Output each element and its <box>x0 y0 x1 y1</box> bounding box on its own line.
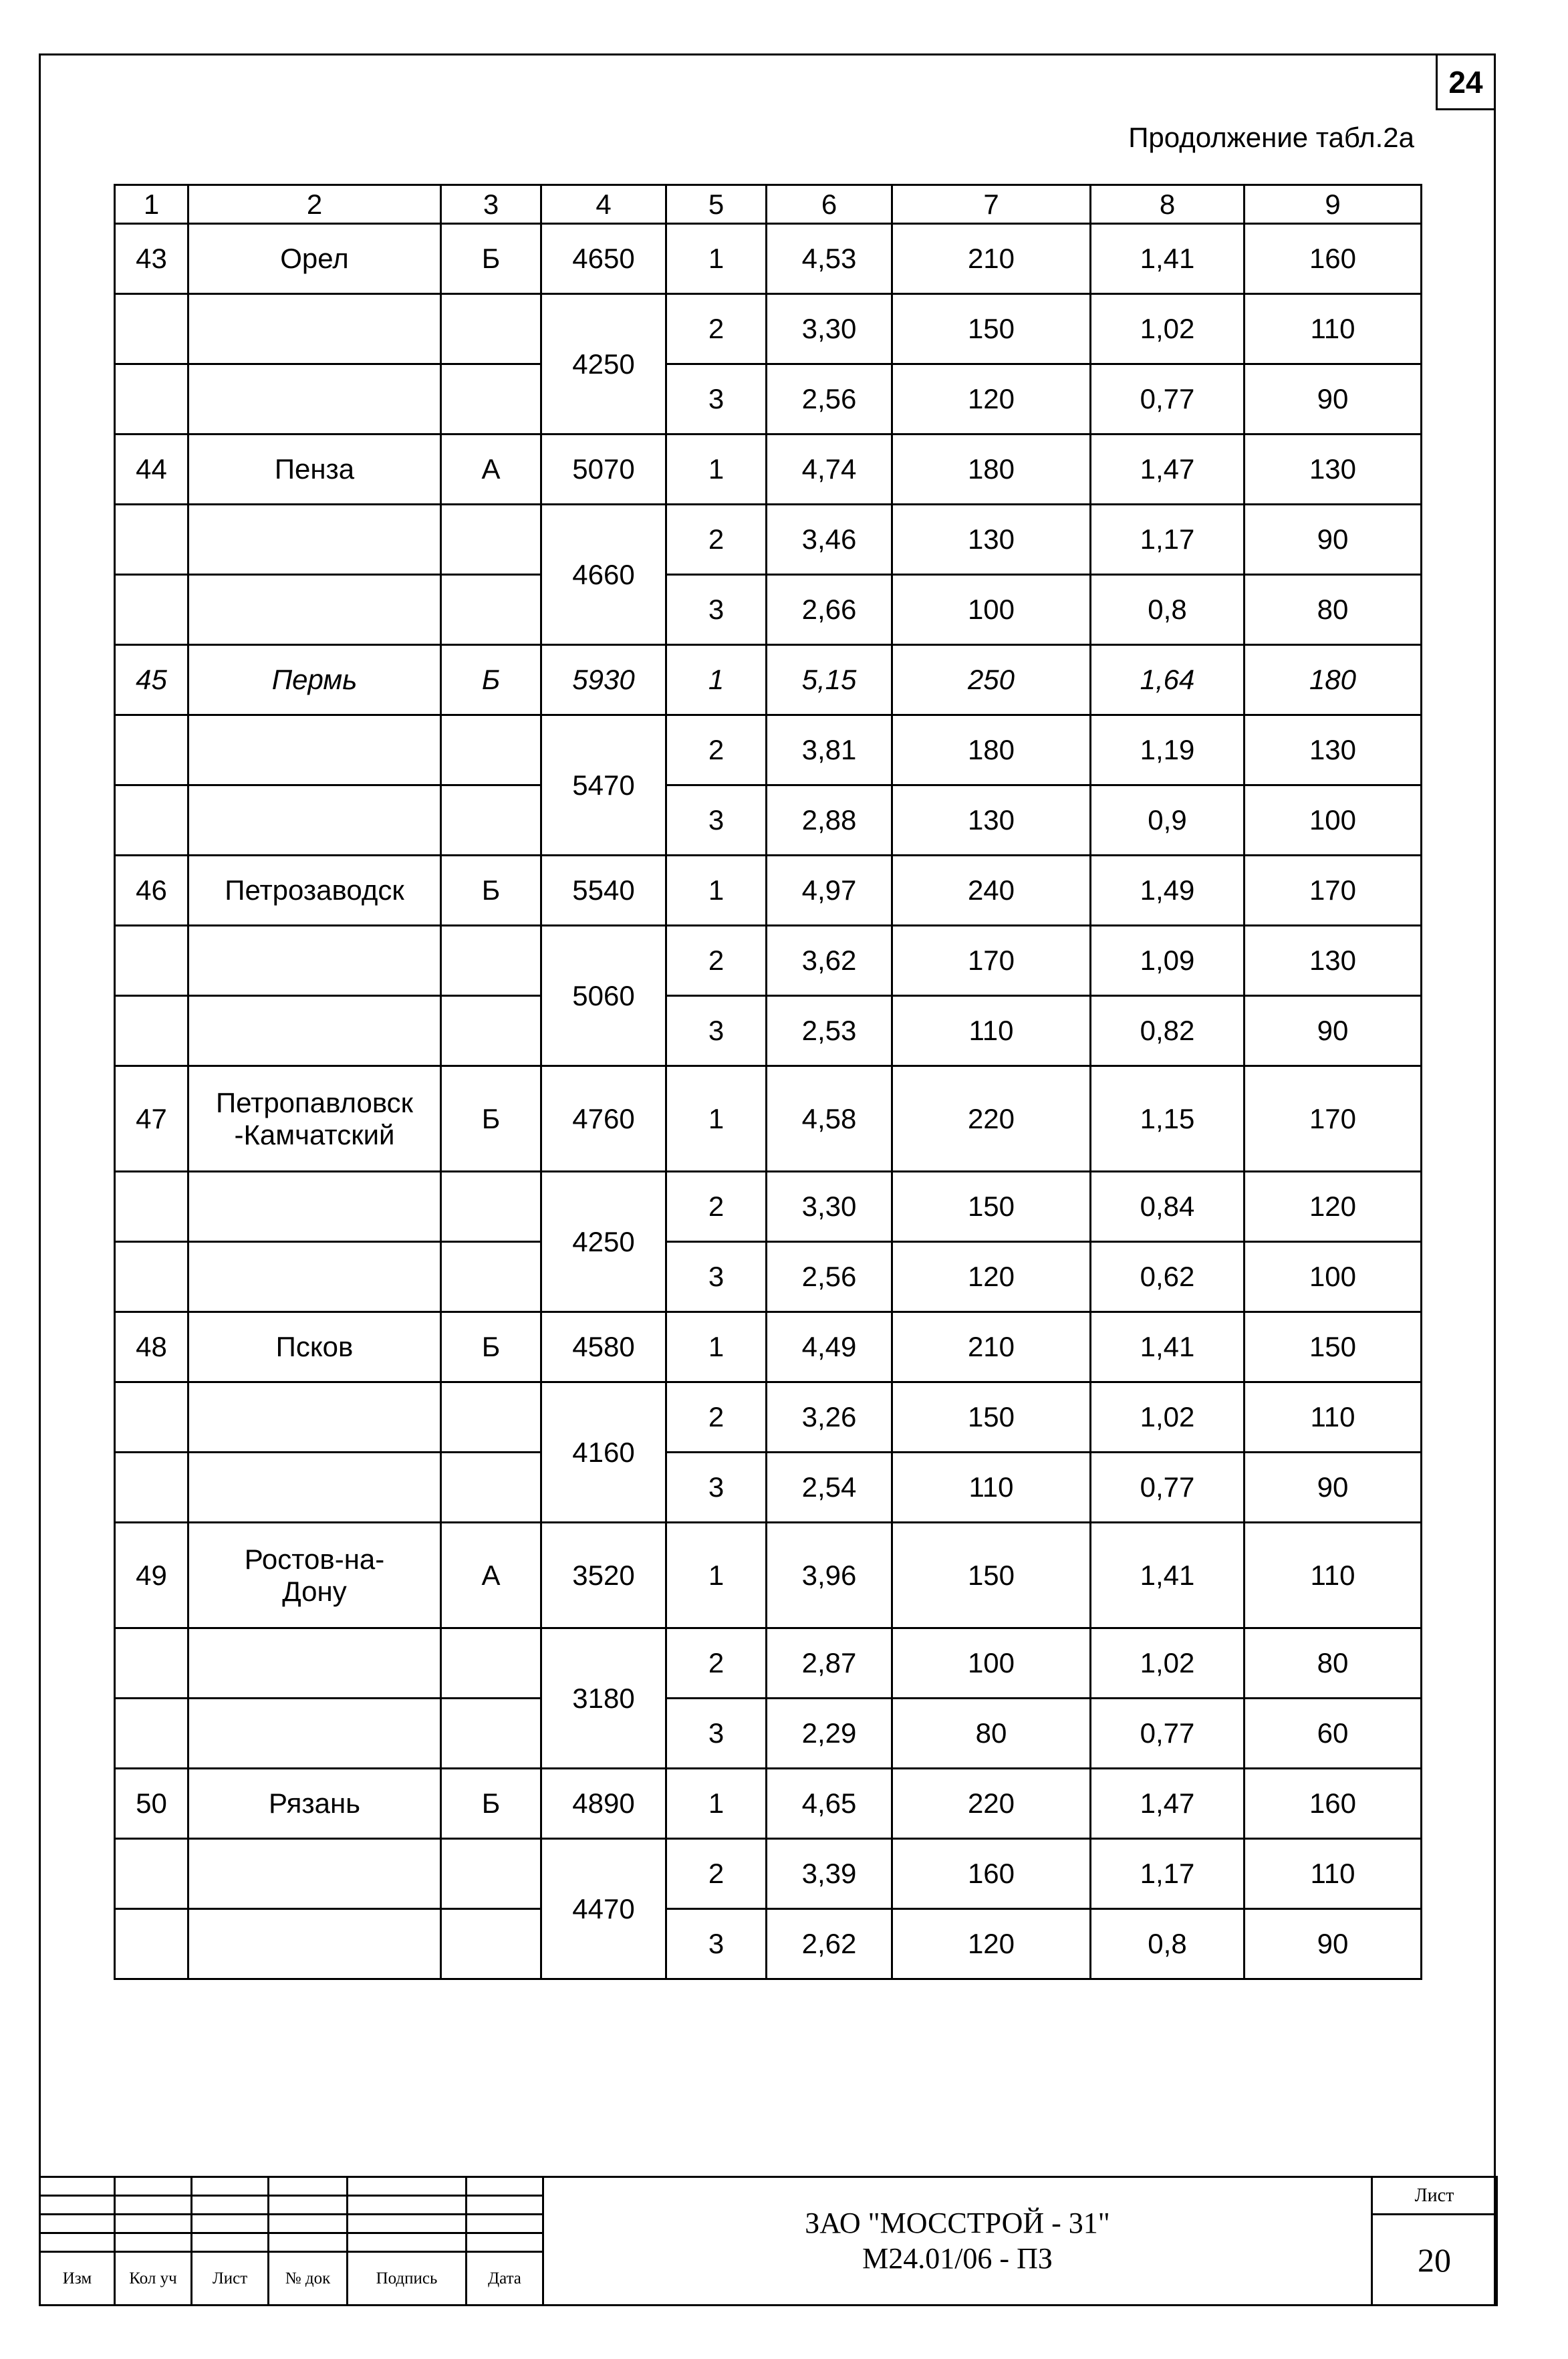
data-cell: 100 <box>892 1628 1091 1699</box>
data-cell: 80 <box>1245 1628 1422 1699</box>
value-cell: 5470 <box>541 715 666 856</box>
empty-cell <box>441 1839 541 1909</box>
table-row <box>115 1769 1422 1839</box>
header-cell: 1 <box>115 185 188 224</box>
data-cell: 1 <box>666 1769 767 1839</box>
row-number-cell: 49 <box>115 1523 188 1628</box>
data-cell: 2 <box>666 715 767 785</box>
data-cell: 4,74 <box>767 434 892 505</box>
table-row <box>115 645 1422 715</box>
table-row <box>115 575 1422 645</box>
empty-cell <box>115 1382 188 1453</box>
data-cell: 160 <box>1245 1769 1422 1839</box>
data-cell: 4,58 <box>767 1066 892 1172</box>
data-cell: 150 <box>1245 1312 1422 1382</box>
table-row <box>115 1839 1422 1909</box>
empty-cell <box>188 364 441 434</box>
data-cell: 4,65 <box>767 1769 892 1839</box>
data-cell: 3,46 <box>767 505 892 575</box>
table-row <box>115 1628 1422 1699</box>
data-cell: 210 <box>892 1312 1091 1382</box>
city-cell: Пермь <box>188 645 441 715</box>
value-cell: 4160 <box>541 1382 666 1523</box>
data-cell: 2,87 <box>767 1628 892 1699</box>
data-cell: 220 <box>892 1066 1091 1172</box>
table-row <box>115 996 1422 1066</box>
data-cell: 130 <box>1245 434 1422 505</box>
empty-cell <box>441 715 541 785</box>
empty-cell <box>441 575 541 645</box>
city-cell: Орел <box>188 224 441 294</box>
empty-cell <box>115 785 188 856</box>
title-block <box>39 2176 1498 2306</box>
value-cell: 4660 <box>541 505 666 645</box>
stamp-label: Лист <box>192 2252 269 2306</box>
value-cell: 3520 <box>541 1523 666 1628</box>
data-cell: 1,17 <box>1091 1839 1245 1909</box>
value-cell: 4650 <box>541 224 666 294</box>
data-cell: 3 <box>666 1909 767 1979</box>
data-cell: 80 <box>1245 575 1422 645</box>
data-cell: 2,56 <box>767 364 892 434</box>
empty-cell <box>441 926 541 996</box>
stamp-label: Кол уч <box>115 2252 192 2306</box>
empty-cell <box>115 996 188 1066</box>
data-cell: 150 <box>892 1382 1091 1453</box>
data-cell: 170 <box>1245 856 1422 926</box>
data-cell: 1,64 <box>1091 645 1245 715</box>
organization-cell <box>543 2177 1372 2306</box>
data-cell: 210 <box>892 224 1091 294</box>
empty-cell <box>115 1909 188 1979</box>
data-cell: 110 <box>1245 294 1422 364</box>
table-row <box>115 434 1422 505</box>
data-cell: 170 <box>1245 1066 1422 1172</box>
data-cell: 110 <box>1245 1839 1422 1909</box>
empty-cell <box>115 505 188 575</box>
data-cell: 80 <box>892 1699 1091 1769</box>
data-cell: 1,41 <box>1091 224 1245 294</box>
type-cell: А <box>441 434 541 505</box>
data-cell: 1 <box>666 645 767 715</box>
page-number-box <box>1436 53 1496 110</box>
empty-cell <box>441 785 541 856</box>
data-cell: 1 <box>666 856 767 926</box>
data-cell: 2 <box>666 505 767 575</box>
city-cell: Рязань <box>188 1769 441 1839</box>
header-cell: 3 <box>441 185 541 224</box>
data-cell: 130 <box>1245 715 1422 785</box>
table-row <box>115 926 1422 996</box>
empty-cell <box>188 1242 441 1312</box>
data-cell: 0,84 <box>1091 1172 1245 1242</box>
data-cell: 1,49 <box>1091 856 1245 926</box>
empty-cell <box>188 715 441 785</box>
table-row <box>115 1382 1422 1453</box>
empty-cell <box>441 364 541 434</box>
table-row <box>115 1453 1422 1523</box>
data-cell: 130 <box>892 785 1091 856</box>
data-cell: 100 <box>892 575 1091 645</box>
data-cell: 1,02 <box>1091 1628 1245 1699</box>
city-cell: Псков <box>188 1312 441 1382</box>
stamp-label: № док <box>269 2252 348 2306</box>
type-cell: Б <box>441 1066 541 1172</box>
data-cell: 3 <box>666 575 767 645</box>
empty-cell <box>441 996 541 1066</box>
data-cell: 1,47 <box>1091 1769 1245 1839</box>
data-cell: 3,30 <box>767 1172 892 1242</box>
data-cell: 1,02 <box>1091 294 1245 364</box>
table-row <box>115 1909 1422 1979</box>
organization-name: ЗАО "МОССТРОЙ - 31" <box>805 2206 1110 2239</box>
empty-cell <box>188 926 441 996</box>
data-cell: 3 <box>666 785 767 856</box>
city-cell: Петропавловск -Камчатский <box>188 1066 441 1172</box>
data-cell: 3,62 <box>767 926 892 996</box>
continuation-caption: Продолжение табл.2а <box>1128 122 1414 153</box>
data-cell: 2,29 <box>767 1699 892 1769</box>
data-cell: 1,02 <box>1091 1382 1245 1453</box>
data-cell: 120 <box>1245 1172 1422 1242</box>
empty-cell <box>115 294 188 364</box>
sheet-number: 20 <box>1372 2215 1497 2306</box>
data-cell: 180 <box>1245 645 1422 715</box>
data-cell: 1,41 <box>1091 1312 1245 1382</box>
header-cell: 9 <box>1245 185 1422 224</box>
data-cell: 180 <box>892 434 1091 505</box>
empty-cell <box>188 294 441 364</box>
table-row <box>115 1312 1422 1382</box>
table-row <box>115 1172 1422 1242</box>
empty-cell <box>188 1172 441 1242</box>
data-cell: 4,49 <box>767 1312 892 1382</box>
data-cell: 130 <box>892 505 1091 575</box>
empty-cell <box>188 1909 441 1979</box>
data-cell: 1,17 <box>1091 505 1245 575</box>
empty-cell <box>441 294 541 364</box>
data-cell: 2,88 <box>767 785 892 856</box>
data-cell: 2 <box>666 1628 767 1699</box>
row-number-cell: 46 <box>115 856 188 926</box>
empty-cell <box>188 785 441 856</box>
row-number-cell: 45 <box>115 645 188 715</box>
empty-cell <box>441 1453 541 1523</box>
table-row <box>115 1699 1422 1769</box>
stamp-label: Дата <box>467 2252 543 2306</box>
type-cell: Б <box>441 1312 541 1382</box>
data-cell: 90 <box>1245 1453 1422 1523</box>
type-cell: Б <box>441 224 541 294</box>
row-number-cell: 50 <box>115 1769 188 1839</box>
empty-cell <box>441 1242 541 1312</box>
empty-cell <box>115 1628 188 1699</box>
row-number-cell: 43 <box>115 224 188 294</box>
empty-cell <box>115 1172 188 1242</box>
data-cell: 110 <box>892 1453 1091 1523</box>
data-cell: 2 <box>666 1172 767 1242</box>
empty-cell <box>115 1453 188 1523</box>
data-cell: 3 <box>666 1453 767 1523</box>
table-row <box>115 785 1422 856</box>
data-cell: 150 <box>892 1523 1091 1628</box>
empty-cell <box>188 1699 441 1769</box>
data-cell: 3 <box>666 1699 767 1769</box>
table-row <box>115 224 1422 294</box>
data-table <box>114 184 1422 1980</box>
type-cell: Б <box>441 856 541 926</box>
document-code: М24.01/06 - ПЗ <box>862 2241 1053 2275</box>
data-cell: 110 <box>892 996 1091 1066</box>
data-cell: 1,09 <box>1091 926 1245 996</box>
table-row <box>115 505 1422 575</box>
data-cell: 2,54 <box>767 1453 892 1523</box>
data-cell: 180 <box>892 715 1091 785</box>
data-cell: 90 <box>1245 996 1422 1066</box>
data-cell: 0,8 <box>1091 1909 1245 1979</box>
data-cell: 3,30 <box>767 294 892 364</box>
row-number-cell: 47 <box>115 1066 188 1172</box>
row-number-cell: 44 <box>115 434 188 505</box>
empty-cell <box>441 505 541 575</box>
data-cell: 3,39 <box>767 1839 892 1909</box>
header-cell: 6 <box>767 185 892 224</box>
data-cell: 2 <box>666 926 767 996</box>
data-cell: 170 <box>892 926 1091 996</box>
empty-cell <box>115 364 188 434</box>
data-cell: 0,8 <box>1091 575 1245 645</box>
data-cell: 0,82 <box>1091 996 1245 1066</box>
data-cell: 2,56 <box>767 1242 892 1312</box>
data-cell: 1 <box>666 1066 767 1172</box>
value-cell: 5540 <box>541 856 666 926</box>
data-cell: 120 <box>892 1242 1091 1312</box>
empty-cell <box>188 505 441 575</box>
data-cell: 90 <box>1245 364 1422 434</box>
value-cell: 5930 <box>541 645 666 715</box>
data-cell: 0,9 <box>1091 785 1245 856</box>
table-row <box>115 715 1422 785</box>
data-cell: 1 <box>666 434 767 505</box>
value-cell: 3180 <box>541 1628 666 1769</box>
empty-cell <box>115 715 188 785</box>
empty-cell <box>188 1839 441 1909</box>
sheet-label: Лист <box>1372 2177 1497 2215</box>
data-cell: 120 <box>892 1909 1091 1979</box>
data-cell: 4,53 <box>767 224 892 294</box>
table-row <box>115 856 1422 926</box>
data-cell: 2,66 <box>767 575 892 645</box>
empty-cell <box>441 1172 541 1242</box>
empty-cell <box>188 1453 441 1523</box>
empty-cell <box>115 1699 188 1769</box>
data-cell: 1,47 <box>1091 434 1245 505</box>
empty-cell <box>441 1909 541 1979</box>
value-cell: 4760 <box>541 1066 666 1172</box>
header-cell: 7 <box>892 185 1091 224</box>
data-cell: 3 <box>666 364 767 434</box>
empty-cell <box>115 1839 188 1909</box>
type-cell: Б <box>441 645 541 715</box>
stamp-label: Изм <box>40 2252 115 2306</box>
empty-cell <box>115 926 188 996</box>
header-cell: 4 <box>541 185 666 224</box>
data-cell: 3,96 <box>767 1523 892 1628</box>
data-cell: 110 <box>1245 1382 1422 1453</box>
header-cell: 2 <box>188 185 441 224</box>
data-cell: 2,62 <box>767 1909 892 1979</box>
data-cell: 2 <box>666 294 767 364</box>
header-cell: 5 <box>666 185 767 224</box>
table-row <box>115 1066 1422 1172</box>
empty-cell <box>441 1628 541 1699</box>
data-cell: 3 <box>666 1242 767 1312</box>
data-cell: 90 <box>1245 505 1422 575</box>
value-cell: 4250 <box>541 1172 666 1312</box>
header-row <box>115 185 1422 224</box>
value-cell: 4580 <box>541 1312 666 1382</box>
data-cell: 110 <box>1245 1523 1422 1628</box>
data-cell: 90 <box>1245 1909 1422 1979</box>
city-cell: Ростов-на- Дону <box>188 1523 441 1628</box>
data-cell: 100 <box>1245 785 1422 856</box>
data-cell: 1,15 <box>1091 1066 1245 1172</box>
data-cell: 0,77 <box>1091 1453 1245 1523</box>
data-cell: 60 <box>1245 1699 1422 1769</box>
table-body <box>115 185 1422 1979</box>
data-cell: 2,53 <box>767 996 892 1066</box>
data-cell: 5,15 <box>767 645 892 715</box>
data-cell: 150 <box>892 294 1091 364</box>
empty-cell <box>441 1699 541 1769</box>
value-cell: 4890 <box>541 1769 666 1839</box>
city-cell: Петрозаводск <box>188 856 441 926</box>
table-row <box>115 1523 1422 1628</box>
data-cell: 3,26 <box>767 1382 892 1453</box>
data-cell: 1 <box>666 1312 767 1382</box>
data-cell: 160 <box>892 1839 1091 1909</box>
data-cell: 240 <box>892 856 1091 926</box>
data-cell: 1,19 <box>1091 715 1245 785</box>
value-cell: 5060 <box>541 926 666 1066</box>
data-cell: 1,41 <box>1091 1523 1245 1628</box>
city-cell: Пенза <box>188 434 441 505</box>
empty-cell <box>188 575 441 645</box>
data-cell: 2 <box>666 1382 767 1453</box>
empty-cell <box>188 1382 441 1453</box>
data-cell: 2 <box>666 1839 767 1909</box>
header-cell: 8 <box>1091 185 1245 224</box>
empty-cell <box>188 1628 441 1699</box>
value-cell: 4250 <box>541 294 666 434</box>
data-cell: 3 <box>666 996 767 1066</box>
page-number: 24 <box>1448 64 1483 100</box>
empty-cell <box>441 1382 541 1453</box>
row-number-cell: 48 <box>115 1312 188 1382</box>
empty-cell <box>115 575 188 645</box>
table-row <box>115 364 1422 434</box>
table-row <box>115 294 1422 364</box>
data-cell: 250 <box>892 645 1091 715</box>
empty-cell <box>188 996 441 1066</box>
stamp-label: Подпись <box>348 2252 467 2306</box>
value-cell: 4470 <box>541 1839 666 1979</box>
data-cell: 220 <box>892 1769 1091 1839</box>
data-cell: 0,77 <box>1091 1699 1245 1769</box>
type-cell: А <box>441 1523 541 1628</box>
data-cell: 4,97 <box>767 856 892 926</box>
data-cell: 1 <box>666 224 767 294</box>
empty-cell <box>115 1242 188 1312</box>
data-cell: 130 <box>1245 926 1422 996</box>
data-cell: 3,81 <box>767 715 892 785</box>
table-row <box>115 1242 1422 1312</box>
data-cell: 1 <box>666 1523 767 1628</box>
data-cell: 150 <box>892 1172 1091 1242</box>
value-cell: 5070 <box>541 434 666 505</box>
data-cell: 120 <box>892 364 1091 434</box>
type-cell: Б <box>441 1769 541 1839</box>
data-cell: 160 <box>1245 224 1422 294</box>
data-cell: 0,62 <box>1091 1242 1245 1312</box>
data-cell: 0,77 <box>1091 364 1245 434</box>
data-cell: 100 <box>1245 1242 1422 1312</box>
